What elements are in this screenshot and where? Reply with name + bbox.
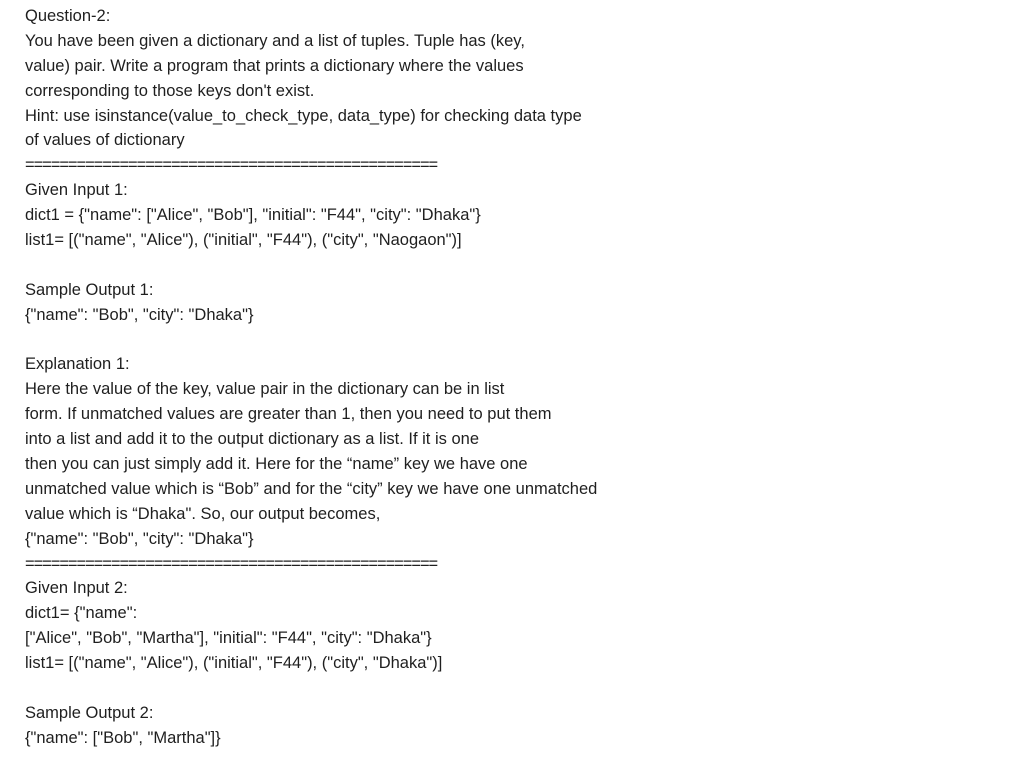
explanation1-line: {"name": "Bob", "city": "Dhaka"} — [25, 529, 254, 548]
hint-line: Hint: use isinstance(value_to_check_type, data_type) for checking data type — [25, 106, 582, 125]
input2-label: Given Input 2: — [25, 579, 128, 598]
output2-label: Sample Output 2: — [25, 703, 154, 722]
output1-label: Sample Output 1: — [25, 280, 154, 299]
document-body — [25, 4, 1005, 751]
spacer — [25, 253, 1005, 278]
explanation1-line: into a list and add it to the output dictionary as a list. If it is one — [25, 430, 480, 449]
explanation1-label: Explanation 1: — [25, 355, 130, 374]
question-text-line: corresponding to those keys don't exist. — [25, 81, 315, 100]
separator: ================================================ — [25, 554, 438, 573]
question-text-line: value) pair. Write a program that prints a dictionary where the values — [25, 56, 524, 75]
input2-list: list1= [("name", "Alice"), ("initial", "F44"), ("city", "Dhaka")] — [25, 654, 443, 673]
input1-dict: dict1 = {"name": ["Alice", "Bob"], "initial": "F44", "city": "Dhaka"} — [25, 206, 481, 225]
explanation1-line: Here the value of the key, value pair in the dictionary can be in list — [25, 380, 505, 399]
spacer — [25, 328, 1005, 353]
spacer — [25, 676, 1005, 701]
question-text-line: You have been given a dictionary and a list of tuples. Tuple has (key, — [25, 31, 525, 50]
explanation1-line: unmatched value which is “Bob” and for the “city” key we have one unmatched — [25, 479, 598, 498]
input1-label: Given Input 1: — [25, 181, 128, 200]
explanation1-line: value which is “Dhaka". So, our output becomes, — [25, 504, 381, 523]
input2-dict: dict1= {"name": — [25, 604, 138, 623]
question-title: Question-2: — [25, 7, 111, 25]
input2-dict: ["Alice", "Bob", "Martha"], "initial": "F44", "city": "Dhaka"} — [25, 629, 432, 648]
input1-list: list1= [("name", "Alice"), ("initial", "F44"), ("city", "Naogaon")] — [25, 231, 462, 250]
explanation1-line: form. If unmatched values are greater than 1, then you need to put them — [25, 405, 552, 424]
output2-value: {"name": ["Bob", "Martha"]} — [25, 728, 221, 747]
hint-line: of values of dictionary — [25, 131, 185, 150]
output1-value: {"name": "Bob", "city": "Dhaka"} — [25, 305, 254, 324]
explanation1-line: then you can just simply add it. Here for the “name” key we have one — [25, 455, 528, 474]
separator: ================================================ — [25, 156, 438, 175]
